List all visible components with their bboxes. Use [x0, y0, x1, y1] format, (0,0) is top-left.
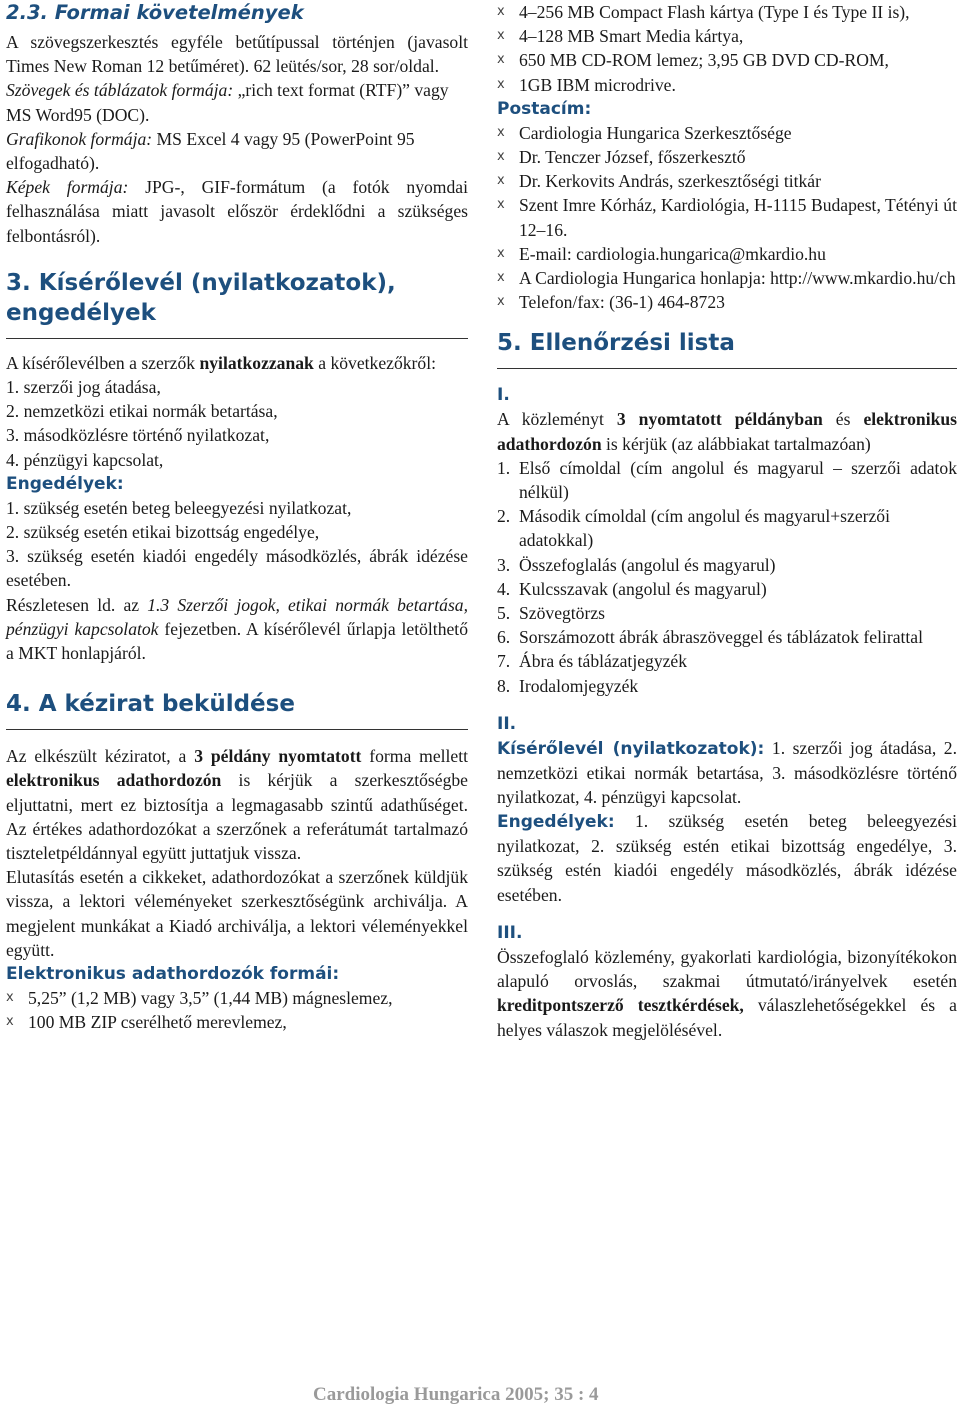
- emphasis: nyilatkozzanak: [199, 352, 314, 373]
- text: Szövegtörzs: [519, 603, 605, 624]
- section-4-heading: 4. A kézirat beküldése: [6, 689, 468, 730]
- text: Összefoglalás (angolul és magyarul): [519, 554, 776, 575]
- text: A kísérőlevélben a szerzők: [6, 352, 200, 373]
- bullet-icon: x: [497, 149, 505, 165]
- paragraph: A szövegszerkesztés egyféle betűtípussal történjen (javasolt Times New Roman 12 betűméret). 62 leütés/sor, 28 sor/oldal.: [6, 32, 468, 77]
- emphasis: 3 nyomtatott példányban: [616, 409, 823, 430]
- text: MS Excel 4 vagy 95 (PowerPoint 95 elfogadható).: [6, 128, 415, 174]
- roman-numeral-1: I.: [497, 385, 510, 406]
- bullet-icon: x: [497, 28, 505, 44]
- checklist-item: [497, 625, 957, 649]
- label: Szövegek és táblázatok formája:: [6, 80, 234, 101]
- checklist-item: [497, 601, 957, 625]
- paragraph: [497, 809, 957, 907]
- text: „rich text format (RTF)” vagy MS Word95 (DOC).: [6, 80, 449, 125]
- bullet-icon: x: [497, 270, 505, 286]
- emphasis: kreditpontszerző tesztkérdések,: [497, 995, 744, 1016]
- emphasis: 3 példány nyomtatott: [194, 746, 362, 767]
- text: 100 MB ZIP cserélhető merevlemez,: [28, 1012, 287, 1033]
- label: Képek formája:: [6, 177, 129, 198]
- bullet-item: [6, 1010, 468, 1034]
- bullet-item: [497, 290, 957, 314]
- bullet-item: [497, 266, 957, 290]
- text: Telefon/fax: (36-1) 464-8723: [519, 292, 725, 313]
- text: Összefoglaló közlemény, gyakorlati kardiológia, bizonyítékokon alapuló orvoslás, szakmai útmutató/irányelvek esetén: [497, 946, 957, 992]
- list-item: 2. szükség esetén etikai bizottság engedélye,: [6, 522, 320, 543]
- section-5-heading: 5. Ellenőrzési lista: [497, 328, 957, 369]
- chapter-reference: 1.3 Szerzői jogok, etikai normák betartása, pénzügyi kapcsolatok: [6, 594, 468, 639]
- bullet-icon: x: [497, 245, 505, 261]
- journal-footer: Cardiologia Hungarica 2005; 35 : 4: [313, 1384, 599, 1405]
- label: Kísérőlevél (nyilatkozatok):: [497, 738, 765, 759]
- list-item: 3. másodközlésre történő nyilatkozat,: [6, 425, 270, 446]
- bullet-icon: x: [6, 990, 14, 1006]
- bullet-icon: x: [497, 173, 505, 189]
- text: Ábra és táblázatjegyzék: [519, 651, 688, 672]
- text: Sorszámozott ábrák ábraszöveggel és táblázatok felirattal: [519, 627, 923, 648]
- item-number: 5.: [497, 603, 511, 624]
- bullet-item: [6, 986, 468, 1010]
- text: Dr. Tenczer József, főszerkesztő: [519, 147, 746, 168]
- text: 5,25” (1,2 MB) vagy 3,5” (1,44 MB) mágneslemez,: [28, 988, 393, 1009]
- text: JPG-, GIF-formátum (a fotók nyomdai felhasználása miatt javasolt először érdeklődni a szükséges felbontásról).: [6, 177, 468, 246]
- right-column: [497, 0, 957, 1042]
- list-item: 1. szükség esetén beteg beleegyezési nyilatkozat,: [6, 497, 352, 518]
- list-item: 1. szerzői jog átadása,: [6, 377, 161, 398]
- checklist-item: [497, 504, 957, 552]
- list-item: 3. szükség esetén kiadói engedély másodközlés, ábrák idézése esetében.: [6, 546, 468, 591]
- bullet-icon: x: [497, 294, 505, 310]
- paragraph: [6, 351, 468, 375]
- item-number: 3.: [497, 554, 511, 575]
- emphasis: elektronikus adathordozón: [497, 409, 958, 454]
- checklist-item: [497, 456, 957, 504]
- paragraph: [6, 127, 468, 175]
- postal-heading: Postacím:: [497, 98, 592, 119]
- text: Dr. Kerkovits András, szerkesztőségi titkár: [519, 171, 821, 192]
- text: és: [822, 409, 864, 430]
- text: is kérjük a szerkesztőségbe eljuttatni, mert ez biztosítja a legmagasabb szintű adathűséget. Az értékes adathordozókat a szerzőnek a referátumát tartalmazó tiszteletpéldánnyal együtt juttatjuk vissza.: [6, 770, 468, 864]
- emphasis: elektronikus adathordozón: [6, 770, 222, 791]
- bullet-item: [497, 242, 957, 266]
- text: Irodalomjegyzék: [519, 675, 639, 696]
- permits-heading: Engedélyek:: [6, 473, 124, 494]
- text: Kulcsszavak (angolul és magyarul): [519, 578, 767, 599]
- item-number: 7.: [497, 651, 511, 672]
- section-3-heading: 3. Kísérőlevél (nyilatkozatok), engedélyek: [6, 268, 468, 339]
- text: fejezetben. A kísérőlevél űrlapja letölthető a MKT honlapjáról.: [6, 618, 468, 664]
- bullet-icon: x: [497, 4, 505, 19]
- bullet-item: [497, 73, 957, 97]
- bullet-item: [497, 0, 957, 24]
- item-number: 2.: [497, 506, 511, 527]
- checklist-item: [497, 674, 957, 698]
- paragraph: [497, 736, 957, 809]
- label: Grafikonok formája:: [6, 128, 153, 149]
- roman-numeral-3: III.: [497, 922, 523, 943]
- bullet-item: [497, 169, 957, 193]
- item-number: 8.: [497, 675, 511, 696]
- text: 650 MB CD-ROM lemez; 3,95 GB DVD CD-ROM,: [519, 50, 889, 71]
- bullet-icon: x: [497, 197, 505, 213]
- bullet-item: [497, 121, 957, 145]
- label: Engedélyek:: [497, 812, 615, 833]
- text: Szent Imre Kórház, Kardiológia, H-1115 Budapest, Tétényi út 12–16.: [519, 195, 957, 240]
- text: Első címoldal (cím angolul és magyarul – szerzői adatok nélkül): [519, 457, 957, 503]
- text: Második címoldal (cím angolul és magyarul+szerzői adatokkal): [519, 506, 890, 551]
- checklist-item: [497, 649, 957, 673]
- paragraph: [6, 593, 468, 666]
- bullet-icon: x: [6, 1014, 14, 1030]
- text: válaszlehetőségekkel és a helyes válaszok megjelölésével.: [497, 995, 957, 1040]
- bullet-item: [497, 193, 957, 241]
- text: 4–256 MB Compact Flash kártya (Type I és Type II is),: [519, 2, 910, 22]
- text: a következőkről:: [313, 352, 436, 373]
- item-number: 6.: [497, 627, 511, 648]
- paragraph: Elutasítás esetén a cikkeket, adathordozókat a szerzőnek küldjük vissza, a lektori véleményeket szerkesztőségünk archiválja. A megjelent munkákat a Kiadó archiválja, a lektori véleményekkel együtt.: [6, 867, 468, 960]
- paragraph: [6, 78, 468, 126]
- item-number: 4.: [497, 578, 511, 599]
- roman-numeral-2: II.: [497, 713, 517, 734]
- text: Az elkészült kéziratot, a: [6, 746, 195, 767]
- bullet-icon: x: [497, 52, 505, 68]
- text: A közleményt: [497, 409, 617, 430]
- paragraph: [6, 744, 468, 865]
- bullet-item: [497, 48, 957, 72]
- text: Részletesen ld. az: [6, 594, 148, 615]
- text: Cardiologia Hungarica Szerkesztősége: [519, 122, 792, 143]
- checklist-item: [497, 553, 957, 577]
- bullet-item: [497, 24, 957, 48]
- email-text: E-mail: cardiologia.hungarica@mkardio.hu: [519, 243, 826, 264]
- bullet-icon: x: [497, 124, 505, 140]
- section-2-3-heading: 2.3. Formai követelmények: [6, 1, 304, 24]
- paragraph: [497, 407, 957, 455]
- left-column: [6, 0, 468, 1035]
- text: 1. szükség esetén beteg beleegyezési nyilatkozat, 2. szükség estén etikai bizottság engedélye, 3. szükség estén kiadói engedély másodközlés, ábrák idézése esetében.: [497, 811, 957, 905]
- text: 1GB IBM microdrive.: [519, 74, 676, 95]
- paragraph: [6, 175, 468, 248]
- checklist-item: [497, 577, 957, 601]
- item-number: 1.: [497, 457, 511, 478]
- text: 4–128 MB Smart Media kártya,: [519, 26, 744, 47]
- paragraph: [497, 945, 957, 1042]
- bullet-item: [497, 145, 957, 169]
- bullet-icon: x: [497, 76, 505, 92]
- list-item: 2. nemzetközi etikai normák betartása,: [6, 401, 278, 422]
- homepage-text: A Cardiologia Hungarica honlapja: http://www.mkardio.hu/ch: [519, 268, 956, 289]
- text: forma mellett: [361, 746, 468, 767]
- formats-heading: Elektronikus adathordozók formái:: [6, 964, 340, 985]
- list-item: 4. pénzügyi kapcsolat,: [6, 449, 164, 470]
- text: is kérjük (az alábbiakat tartalmazóan): [601, 433, 871, 454]
- text: 1. szerzői jog átadása, 2. nemzetközi etikai normák betartása, 3. másodközlésre történő nyilatkozat, 4. pénzügyi kapcsolat.: [497, 737, 957, 808]
